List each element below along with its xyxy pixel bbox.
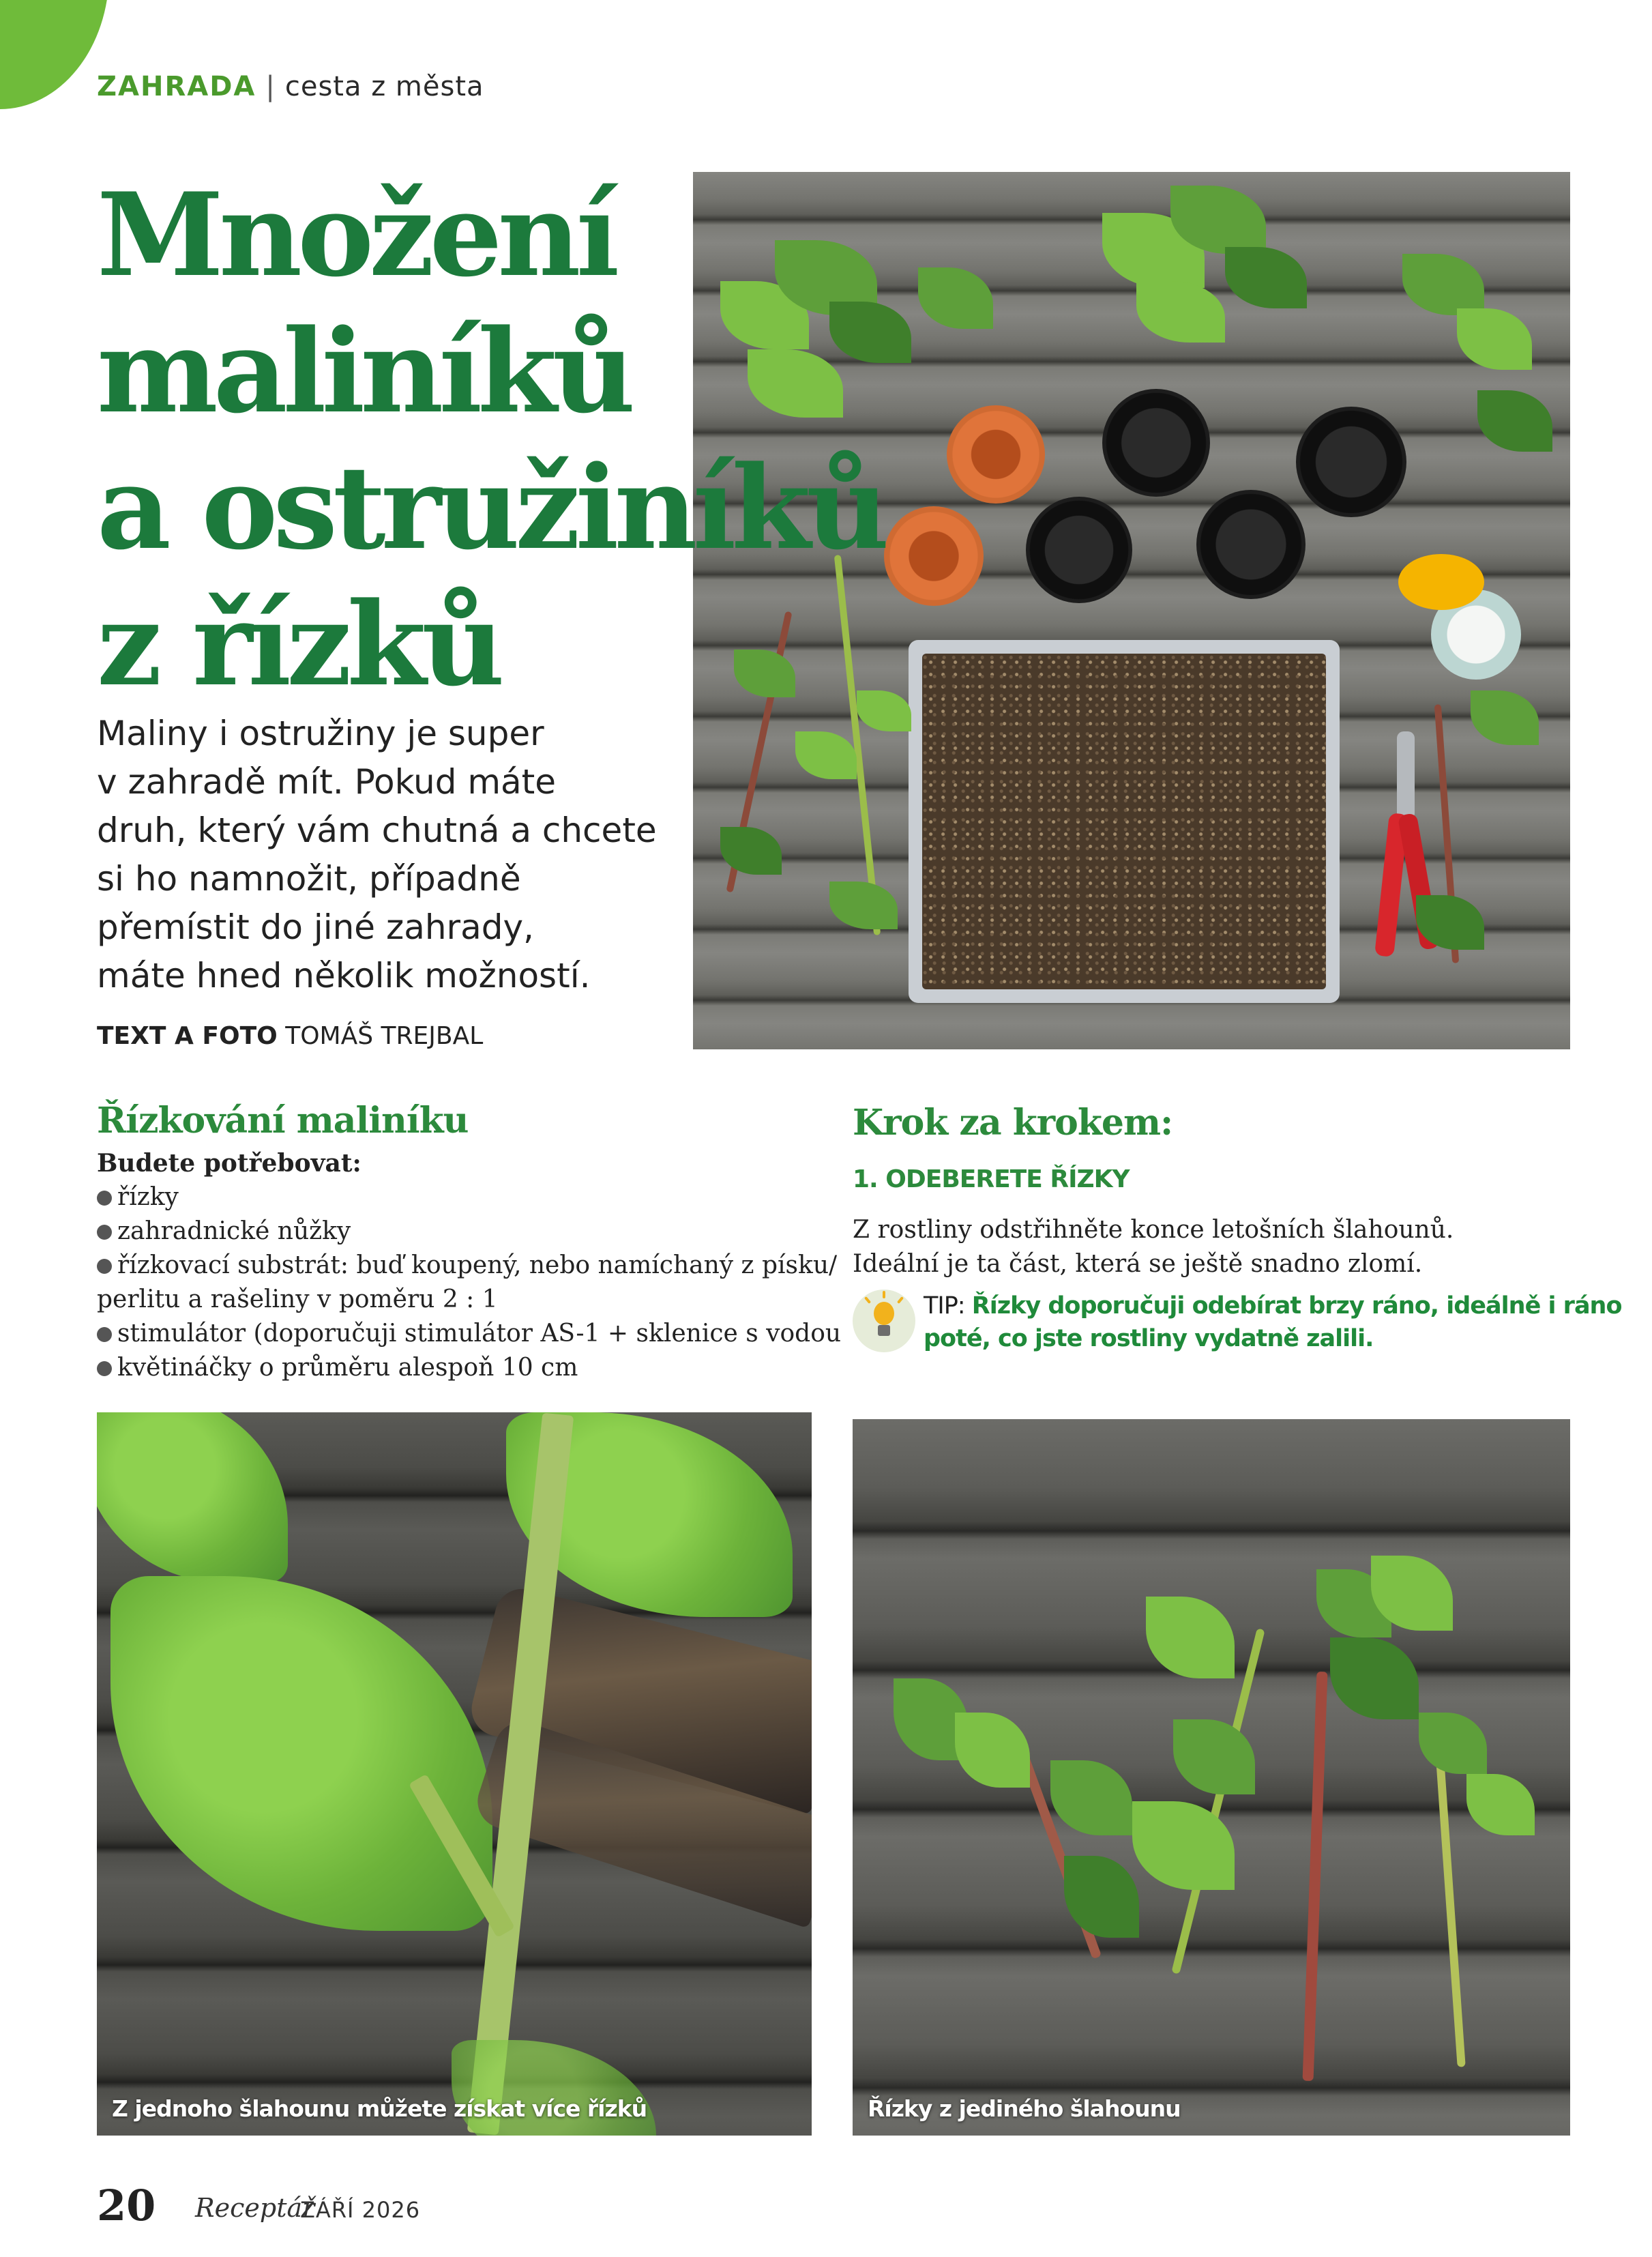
terracotta-pot bbox=[884, 506, 984, 606]
title-line: z řízků bbox=[97, 577, 501, 712]
list-item-text: řízkovací substrát: buď koupený, nebo namíchaný z písku/ bbox=[117, 1251, 838, 1279]
step-1-line: Z rostliny odstřihněte konce letošních šlahounů. bbox=[853, 1216, 1454, 1244]
leaf bbox=[918, 267, 993, 329]
leaf bbox=[1225, 247, 1307, 308]
bulb-ray bbox=[897, 1296, 904, 1304]
issue-date: ZÁŘÍ 2026 bbox=[300, 2197, 421, 2223]
list-item-text: stimulátor (doporučuji stimulátor AS-1 + sklenice s vodou bbox=[117, 1320, 842, 1348]
cutting-stem bbox=[1434, 1740, 1465, 2067]
list-item bbox=[97, 1351, 820, 1385]
step-1-title: 1. ODEBERETE ŘÍZKY bbox=[853, 1165, 1130, 1193]
leaf bbox=[110, 1576, 492, 1931]
black-pot bbox=[1296, 407, 1406, 517]
title-line: a ostružiníků bbox=[97, 440, 885, 575]
leaf bbox=[1146, 1597, 1235, 1678]
leaf bbox=[1050, 1760, 1132, 1835]
cutting-stem bbox=[1171, 1628, 1265, 1974]
leaf bbox=[1477, 390, 1552, 452]
leaf bbox=[955, 1713, 1030, 1788]
lead-line: druh, který vám chutná a chcete bbox=[97, 811, 657, 850]
bulb-base bbox=[878, 1325, 890, 1336]
tip-text: poté, co jste rostliny vydatně zalili. bbox=[924, 1325, 1374, 1352]
leaf bbox=[1457, 308, 1532, 370]
needs-list bbox=[97, 1146, 842, 1385]
bullet-icon bbox=[97, 1225, 112, 1240]
photo-cutting-shears bbox=[97, 1412, 812, 2136]
leaf bbox=[1136, 281, 1225, 343]
bullet-icon bbox=[97, 1259, 112, 1274]
leaf bbox=[1419, 1713, 1487, 1774]
bulb-ray bbox=[883, 1291, 885, 1298]
byline-label: TEXT A FOTO bbox=[97, 1022, 278, 1050]
leaf bbox=[1173, 1719, 1255, 1794]
black-pot bbox=[1026, 497, 1132, 603]
list-item-text: květináčky o průměru alespoň 10 cm bbox=[117, 1354, 578, 1382]
list-item bbox=[97, 1249, 838, 1283]
title-line: maliníků bbox=[97, 304, 631, 439]
corner-decoration bbox=[0, 0, 109, 109]
leaf bbox=[1471, 690, 1539, 745]
photo-caption: Řízky z jediného šlahounu bbox=[868, 2095, 1181, 2122]
black-pot bbox=[1102, 389, 1210, 497]
list-item bbox=[97, 1317, 842, 1351]
article-title bbox=[97, 166, 885, 712]
tip-label: TIP: bbox=[924, 1292, 965, 1320]
list-item bbox=[97, 1180, 820, 1214]
section-category: ZAHRADA bbox=[97, 71, 256, 102]
leaf bbox=[1402, 254, 1484, 315]
lead-line: v zahradě mít. Pokud máte bbox=[97, 762, 557, 802]
section-name: cesta z města bbox=[284, 71, 484, 102]
leaf bbox=[829, 882, 898, 929]
tip-text: Řízky doporučuji odebírat brzy ráno, ideálně i ráno bbox=[971, 1292, 1622, 1320]
byline-author: TOMÁŠ TREJBAL bbox=[285, 1022, 484, 1050]
magazine-name: Receptář bbox=[195, 2193, 315, 2223]
jar-lid bbox=[1398, 554, 1484, 610]
lead-line: přemístit do jiné zahrady, bbox=[97, 907, 534, 947]
byline bbox=[97, 1022, 483, 1050]
section-header bbox=[97, 71, 484, 102]
bullet-icon bbox=[97, 1327, 112, 1342]
list-item-text: řízky bbox=[117, 1183, 179, 1211]
leaf bbox=[795, 731, 857, 779]
step-1-text bbox=[853, 1213, 1576, 1281]
lead-paragraph bbox=[97, 710, 683, 1000]
seed-tray bbox=[909, 640, 1340, 1003]
page-number: 20 bbox=[97, 2181, 156, 2230]
steps-heading: Krok za krokem: bbox=[853, 1102, 1173, 1144]
leaf bbox=[1064, 1856, 1139, 1938]
bullet-icon bbox=[97, 1361, 112, 1376]
tip-box bbox=[924, 1290, 1622, 1355]
bulb-glass bbox=[874, 1302, 894, 1325]
bulb-ray bbox=[864, 1296, 871, 1304]
section-separator: | bbox=[265, 71, 276, 102]
title-line: Množení bbox=[97, 167, 615, 302]
needs-label: Budete potřebovat: bbox=[97, 1149, 362, 1178]
leaf bbox=[1466, 1774, 1535, 1835]
cuttings-heading: Řízkování maliníku bbox=[97, 1100, 469, 1141]
tip-line bbox=[924, 1290, 1622, 1322]
tip-line bbox=[924, 1322, 1578, 1355]
step-1-line: Ideální je ta část, která se ještě snadno zlomí. bbox=[853, 1250, 1423, 1278]
photo-cuttings-laid-out bbox=[853, 1419, 1570, 2136]
leaf bbox=[1132, 1801, 1235, 1890]
black-pot bbox=[1196, 490, 1306, 599]
list-item-continuation: perlitu a rašeliny v poměru 2 : 1 bbox=[97, 1285, 498, 1313]
lead-line: Maliny i ostružiny je super bbox=[97, 714, 544, 753]
cutting-stem bbox=[1303, 1672, 1328, 2081]
photo-caption: Z jednoho šlahounu můžete získat více řízků bbox=[112, 2095, 647, 2122]
list-item-text: zahradnické nůžky bbox=[117, 1217, 351, 1245]
terracotta-pot bbox=[947, 405, 1045, 504]
shears-blade bbox=[1397, 731, 1415, 820]
lead-line: si ho namnožit, případně bbox=[97, 859, 521, 899]
leaf bbox=[720, 827, 782, 875]
soil bbox=[922, 654, 1326, 989]
lead-line: máte hned několik možností. bbox=[97, 956, 591, 995]
leaf bbox=[97, 1412, 288, 1583]
lightbulb-icon bbox=[853, 1290, 915, 1352]
list-item bbox=[97, 1214, 820, 1249]
leaf bbox=[1330, 1637, 1419, 1719]
bullet-icon bbox=[97, 1191, 112, 1206]
